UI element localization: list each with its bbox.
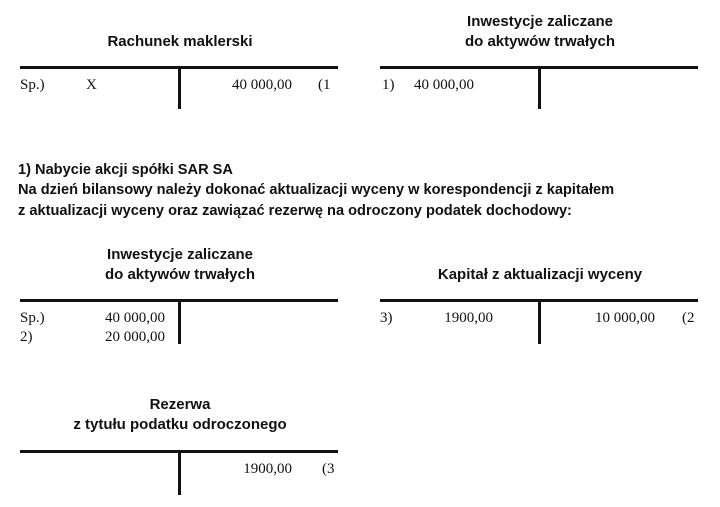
account-title-line2: do aktywów trwałych: [464, 33, 616, 50]
t-account-divider: [178, 450, 181, 495]
note-line-2: Na dzień bilansowy należy dokonać aktualizacji wyceny w korespondencji z kapitałem: [18, 182, 615, 198]
note-line-1: 1) Nabycie akcji spółki SAR SA: [18, 162, 233, 178]
debit-value: X: [86, 77, 97, 93]
account-title: Kapitał z aktualizacji wyceny: [437, 266, 643, 283]
credit-value: 10 000,00: [595, 310, 655, 326]
credit-ref: (2: [682, 310, 695, 326]
account-title-line1: Inwestycje zaliczane: [107, 246, 253, 263]
debit-value: 40 000,00: [414, 77, 474, 93]
credit-ref: (1: [318, 77, 331, 93]
account-title-line2: z tytułu podatku odroczonego: [73, 416, 287, 433]
t-account-divider: [538, 299, 541, 344]
debit-ref: 3): [380, 310, 393, 326]
credit-value: 40 000,00: [232, 77, 292, 93]
debit-ref: 1): [382, 77, 395, 93]
note-line-3: z aktualizacji wyceny oraz zawiązać rezerwę na odroczony podatek dochodowy:: [18, 203, 572, 219]
debit-label: Sp.): [20, 77, 45, 93]
account-title-line1: Inwestycje zaliczane: [467, 13, 613, 30]
debit-value-1: 40 000,00: [105, 310, 165, 326]
credit-ref: (3: [322, 461, 335, 477]
debit-value: 1900,00: [444, 310, 493, 326]
debit-label-2: 2): [20, 329, 33, 345]
credit-value: 1900,00: [243, 461, 292, 477]
t-account-divider: [178, 299, 181, 344]
debit-label-1: Sp.): [20, 310, 45, 326]
account-title: Rachunek maklerski: [107, 33, 253, 50]
account-title-line2: do aktywów trwałych: [104, 266, 256, 283]
t-account-divider: [538, 66, 541, 109]
t-account-divider: [178, 66, 181, 109]
account-title-line1: Rezerwa: [149, 396, 211, 413]
debit-value-2: 20 000,00: [105, 329, 165, 345]
